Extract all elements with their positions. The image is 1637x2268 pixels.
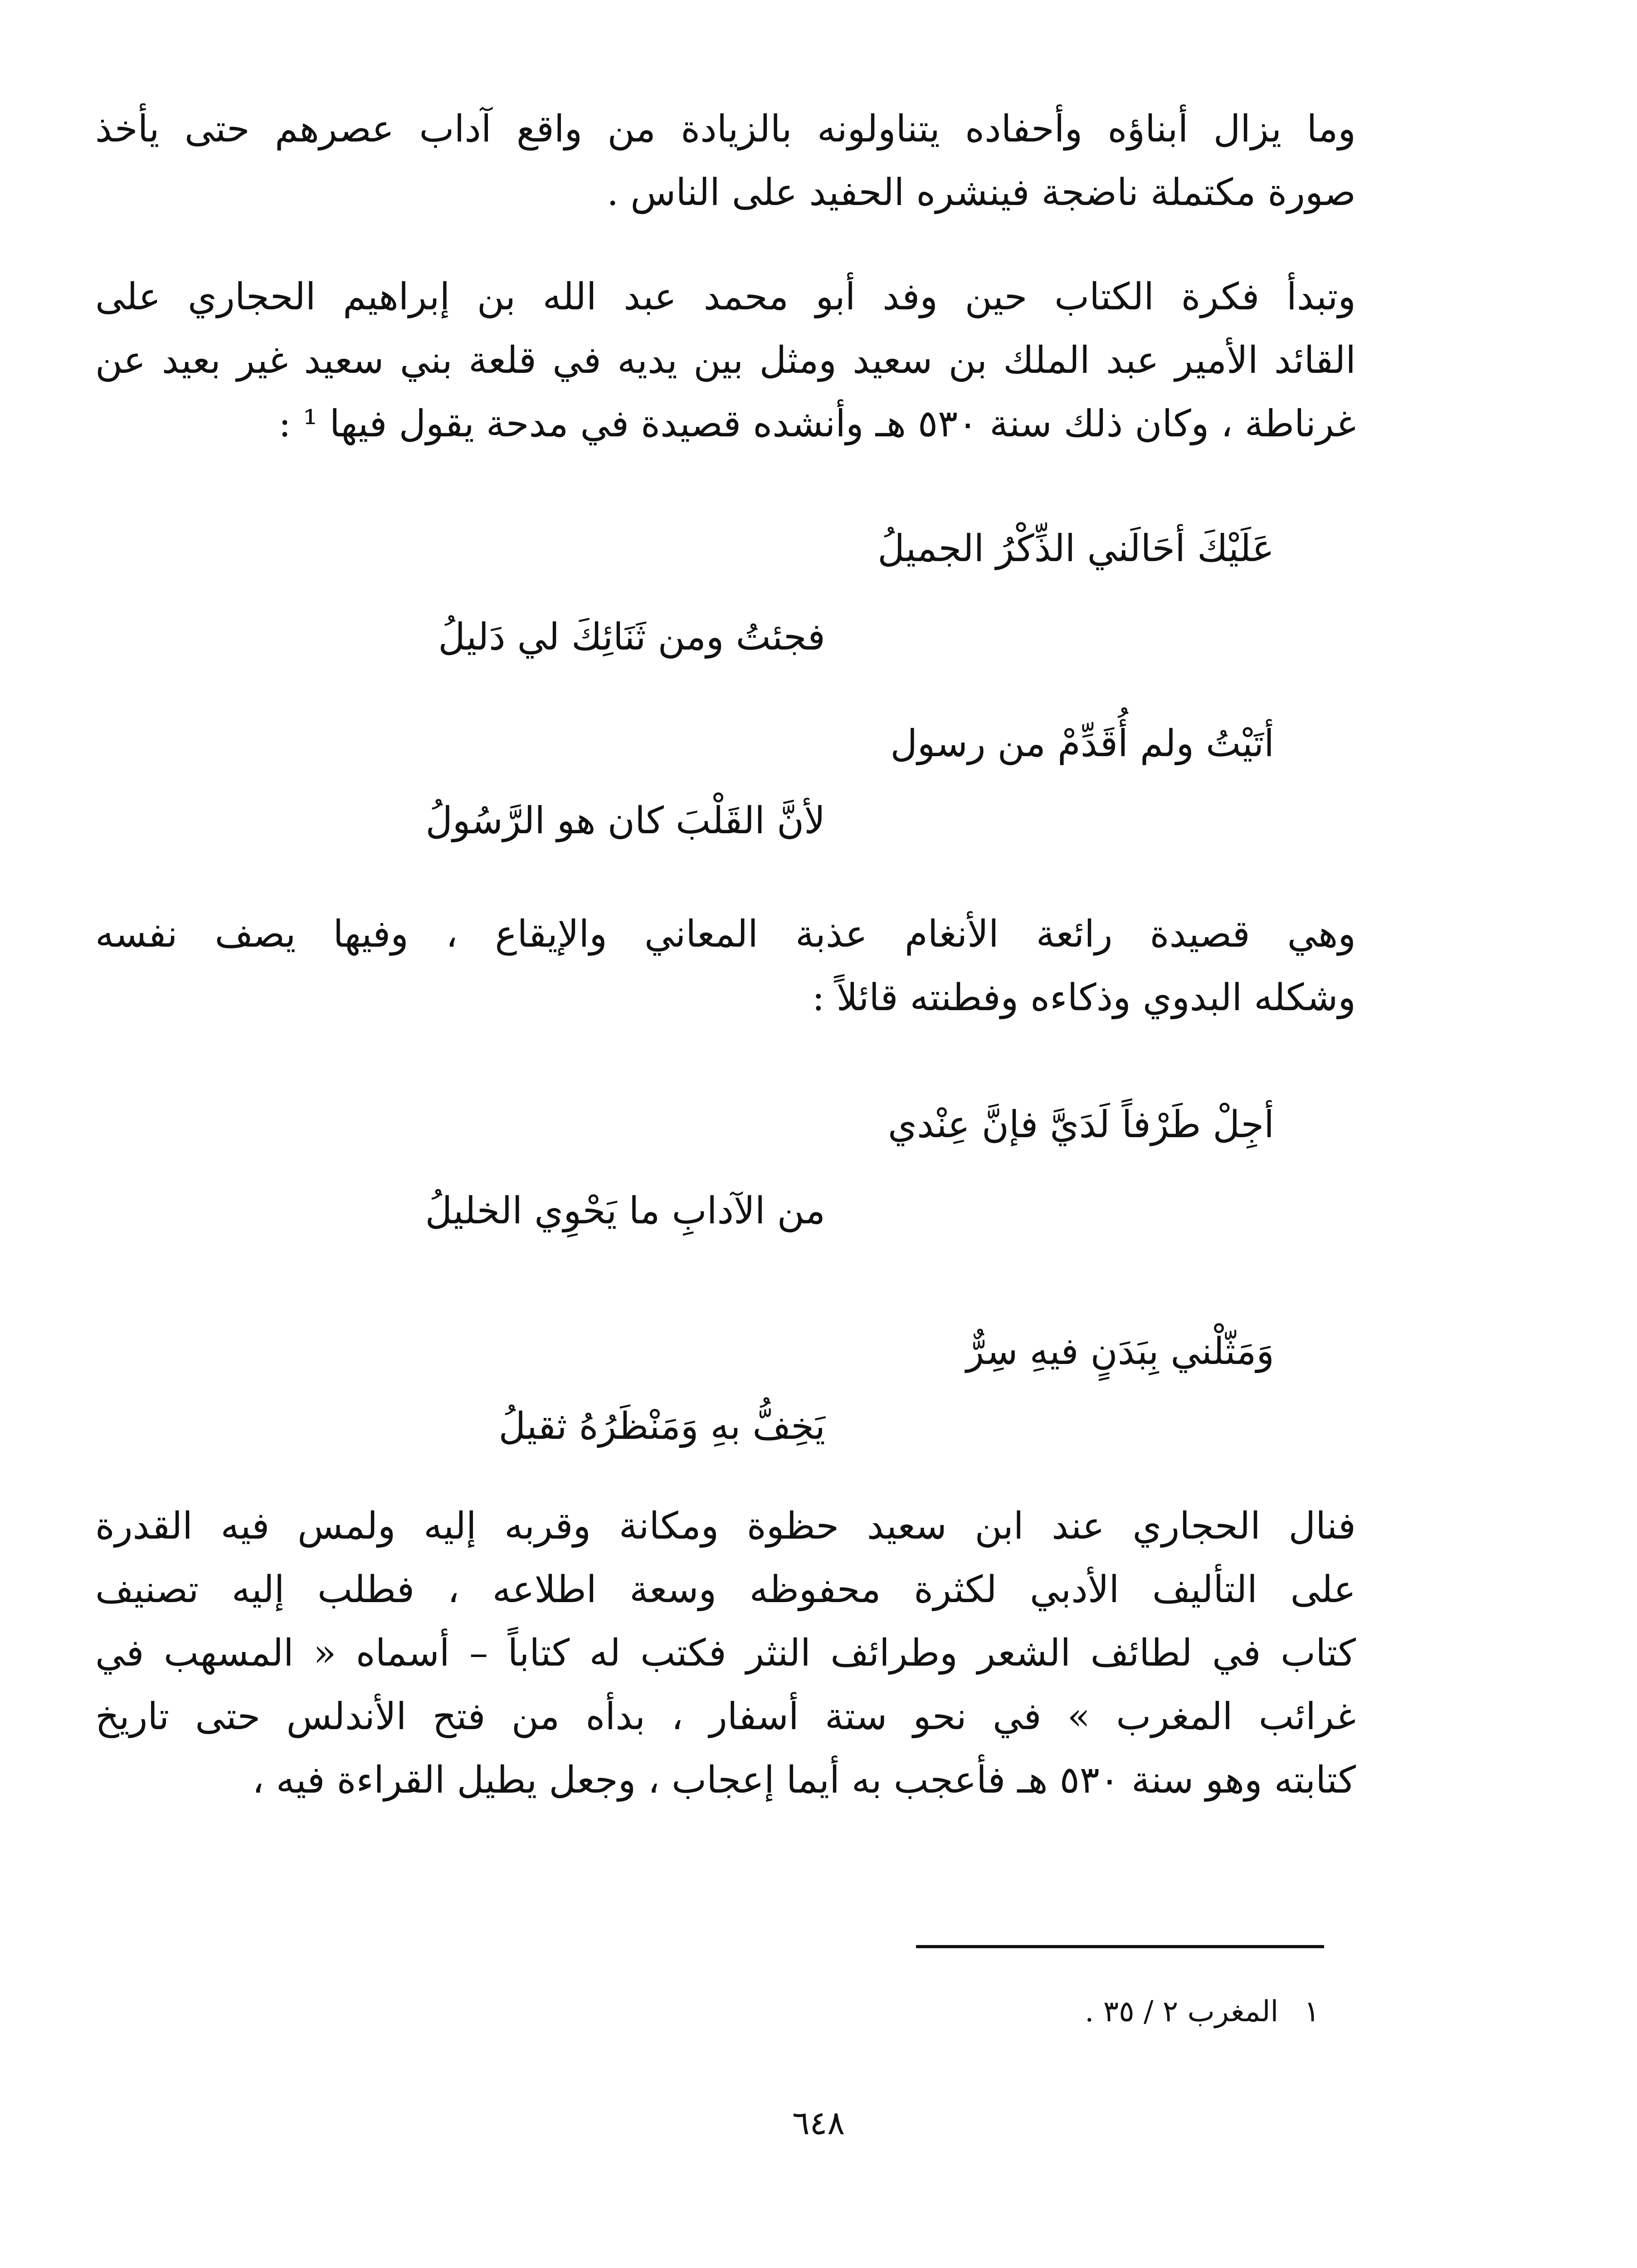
- paragraph-line: صورة مكتملة ناضجة فينشره الحفيد على الناس .: [607, 171, 1356, 214]
- paragraph-line: على التأليف الأدبي لكثرة محفوظه وسعة اطلاعه ، فطلب إليه تصنيف: [95, 1568, 1356, 1611]
- footnote: [1085, 1991, 1320, 2032]
- footnote-separator: [916, 1945, 1324, 1948]
- verse-1-second-hemistich: فجئتُ ومن ثَنَائِكَ لي دَليلُ: [438, 616, 825, 659]
- paragraph-line: وما يزال أبناؤه وأحفاده يتناولونه بالزيادة من واقع آداب عصرهم حتى يأخذ: [95, 108, 1356, 151]
- verse-1-first-hemistich: عَلَيْكَ أحَالَني الذِّكْرُ الجميلُ: [877, 527, 1274, 570]
- paragraph-al-mushib: [95, 1495, 1356, 1812]
- verse-2-second-hemistich: لأنَّ القَلْبَ كان هو الرَّسُولُ: [425, 799, 825, 842]
- verse-4-first-hemistich: وَمَثّلْني بِبَدَنٍ فيهِ سِرٌّ: [966, 1330, 1274, 1373]
- page-number: ٦٤٨: [792, 2104, 845, 2142]
- paragraph-line: وهي قصيدة رائعة الأنغام عذبة المعاني والإيقاع ، وفيها يصف نفسه: [95, 913, 1356, 956]
- paragraph-line: القائد الأمير عبد الملك بن سعيد ومثل بين يديه في قلعة بني سعيد غير بعيد عن: [95, 339, 1356, 382]
- verse-3-first-hemistich: أجِلْ طَرْفاً لَدَيَّ فإنَّ عِنْدي: [887, 1103, 1274, 1146]
- paragraph-line: غرناطة ، وكان ذلك سنة ٥٣٠ هـ وأنشده قصيدة في مدحة يقول فيها ¹ :: [278, 402, 1356, 445]
- paragraph-poem-description: [95, 903, 1356, 1030]
- paragraph-line: غرائب المغرب » في نحو ستة أسفار ، بدأه من فتح الأندلس حتى تاريخ: [95, 1695, 1356, 1738]
- paragraph-line: فنال الحجاري عند ابن سعيد حظوة ومكانة وقربه إليه ولمس فيه القدرة: [95, 1505, 1356, 1548]
- footnote-marker: ١: [1304, 1995, 1320, 2028]
- paragraph-intro: [95, 98, 1356, 225]
- paragraph-line: وشكله البدوي وذكاءه وفطنته قائلاً :: [812, 976, 1356, 1019]
- paragraph-line: وتبدأ فكرة الكتاب حين وفد أبو محمد عبد الله بن إبراهيم الحجاري على: [95, 275, 1356, 318]
- paragraph-line: كتاب في لطائف الشعر وطرائف النثر فكتب له كتاباً – أسماه « المسهب في: [95, 1632, 1356, 1675]
- paragraph-line: كتابته وهو سنة ٥٣٠ هـ فأعجب به أيما إعجاب ، وجعل يطيل القراءة فيه ،: [252, 1759, 1356, 1802]
- verse-2-first-hemistich: أتَيْتُ ولم أُقَدِّمْ من رسول: [890, 722, 1274, 765]
- paragraph-book-origin: [95, 265, 1356, 456]
- verse-4-second-hemistich: يَخِفُّ بهِ وَمَنْظَرُهُ ثقيلُ: [498, 1405, 825, 1448]
- footnote-text: المغرب ٢ / ٣٥ .: [1085, 1995, 1279, 2028]
- verse-3-second-hemistich: من الآدابِ ما يَحْوِي الخليلُ: [425, 1189, 825, 1232]
